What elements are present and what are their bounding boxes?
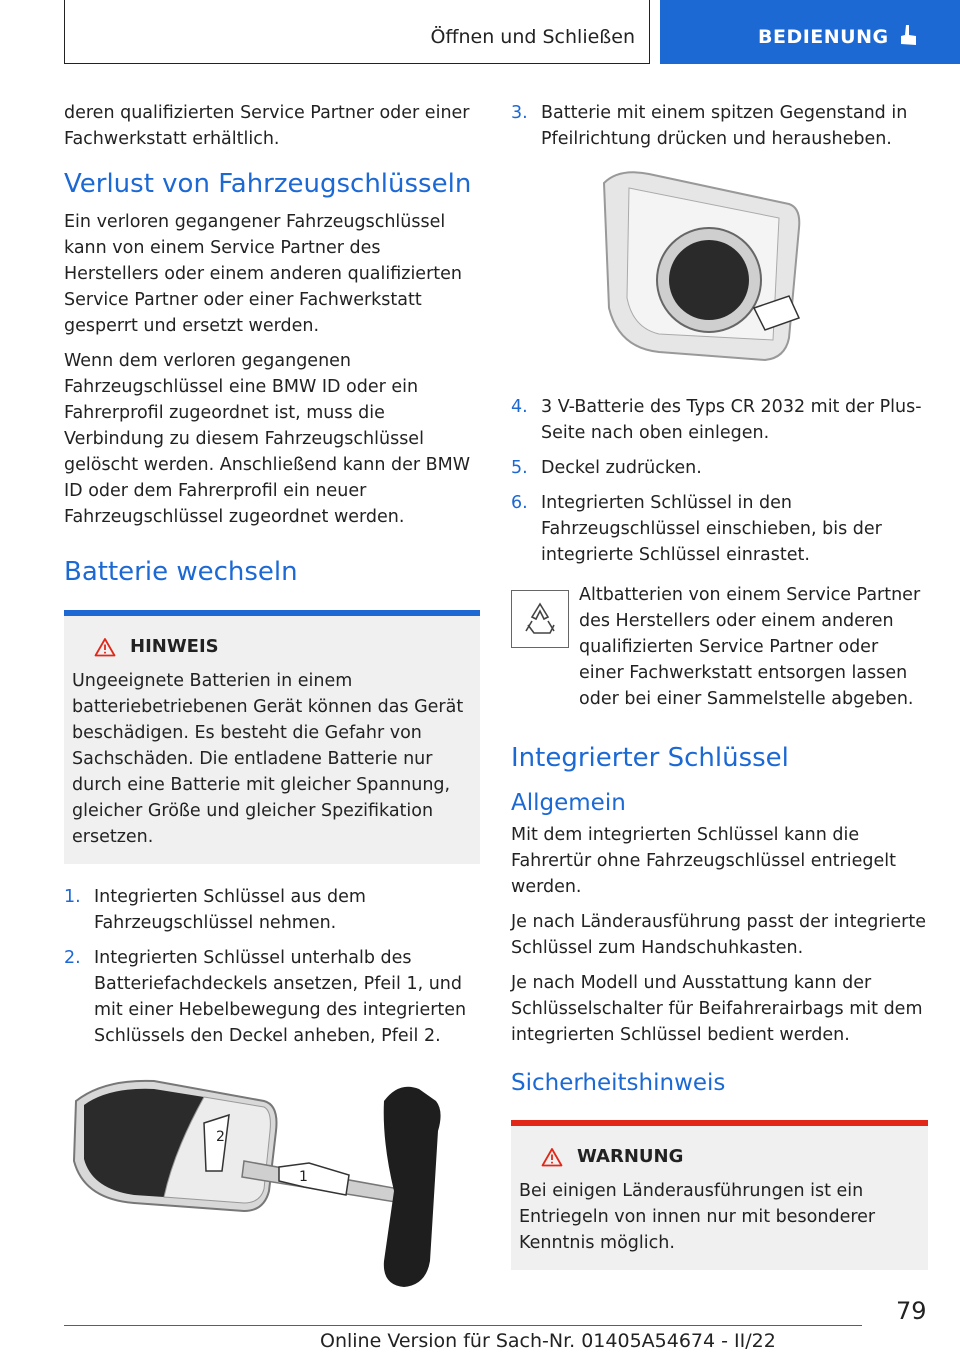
heading-verlust: Verlust von Fahrzeugschlüsseln <box>64 169 472 199</box>
list-item <box>511 455 928 481</box>
arrow-1-icon <box>279 1163 349 1195</box>
heading-sicherheitshinweis: Sicherheitshinweis <box>511 1070 726 1096</box>
warning-text: Bei einigen Länderausführungen ist ein Entriegeln von innen nur mit besonderer Kenntnis möglich. <box>519 1181 876 1253</box>
section-title: Öffnen und Schließen <box>430 26 635 48</box>
list-item <box>64 884 480 936</box>
steps-list <box>511 394 928 568</box>
recycle-note <box>511 582 928 712</box>
list-item <box>511 100 928 152</box>
note-box <box>64 616 480 864</box>
recycle-text: Altbatterien von einem Service Partner des Herstellers oder einem anderen qualifizierten Service Partner oder einer Fachwerkstatt entsorgen lassen oder bei einer Sammelstelle abgeben. <box>579 585 921 709</box>
step-text: Batterie mit einem spitzen Gegenstand in Pfeilrichtung drücken und herausheben. <box>541 103 908 149</box>
note-title: HINWEIS <box>130 636 219 657</box>
chapter-label: BEDIENUNG <box>758 26 889 48</box>
left-column <box>64 100 480 1309</box>
key-illustration <box>64 1071 480 1301</box>
steps-list <box>511 100 928 152</box>
step-text: 3 V-Batterie des Typs CR 2032 mit der Plus-Seite nach oben einlegen. <box>541 397 922 443</box>
arrow1-label: 1 <box>299 1169 308 1185</box>
paragraph: Wenn dem verloren gegangenen Fahrzeugschlüssel eine BMW ID oder ein Fahrerprofil zugeordnet ist, muss die Verbindung zu diesem Fahrzeugschlüssel gelöscht werden. Anschließend kann der BMW ID oder dem Fahrerprofil ein neuer Fahrzeugschlüssel zugeordnet werden. <box>64 351 471 527</box>
steps-list <box>64 884 480 1049</box>
heading-integrierter-schluessel: Integrierter Schlüssel <box>511 743 789 773</box>
step-text: Integrierten Schlüssel in den Fahrzeugschlüssel einschieben, bis der integrierte Schlüssel einrastet. <box>541 493 882 565</box>
paragraph: Je nach Modell und Ausstattung kann der Schlüsselschalter für Beifahrerairbags mit dem integrierten Schlüssel bedient werden. <box>511 973 923 1045</box>
battery-figure <box>589 168 928 376</box>
warning-triangle-icon <box>541 1147 563 1167</box>
heading-allgemein: Allgemein <box>511 790 626 816</box>
paragraph: Mit dem integrierten Schlüssel kann die Fahrertür ohne Fahrzeugschlüssel entriegelt werden. <box>511 825 896 897</box>
chapter-tab[interactable] <box>660 0 960 64</box>
note-text: Ungeeignete Batterien in einem batteriebetriebenen Gerät können das Gerät beschädigen. Es besteht die Gefahr von Sachschäden. Die entladene Batterie nur durch eine Batterie mit gleicher Spannung, gleicher Größe und gleicher Spezifikation ersetzen. <box>72 671 464 847</box>
right-column <box>511 100 928 1290</box>
warning-box <box>511 1126 928 1270</box>
step-text: Deckel zudrücken. <box>541 458 702 478</box>
online-version-text: Online Version für Sach-Nr. 01405A54674 - II/22 <box>320 1330 776 1352</box>
step-number: 1. <box>64 887 81 907</box>
step-number: 4. <box>511 397 528 417</box>
step-text: Integrierten Schlüssel aus dem Fahrzeugschlüssel nehmen. <box>94 887 366 933</box>
battery-illustration <box>589 168 809 368</box>
footer-rule <box>64 1325 862 1326</box>
step-number: 5. <box>511 458 528 478</box>
key-removal-figure <box>64 1071 480 1309</box>
step-number: 6. <box>511 493 528 513</box>
heading-batterie: Batterie wechseln <box>64 557 298 587</box>
paragraph: Ein verloren gegangener Fahrzeugschlüssel kann von einem Service Partner des Herstellers oder einem anderen qualifizierten Service Partner oder einer Fachwerkstatt gesperrt und ersetzt werden. <box>64 212 462 336</box>
step-text: Integrierten Schlüssel unterhalb des Batteriefachdeckels ansetzen, Pfeil 1, und mit einer Hebelbewegung des integrierten Schlüssels den Deckel anheben, Pfeil 2. <box>94 948 467 1046</box>
arrow2-label: 2 <box>216 1129 225 1145</box>
list-item <box>511 490 928 568</box>
warning-triangle-icon <box>94 637 116 657</box>
list-item <box>64 945 480 1049</box>
header-section-box <box>64 0 650 64</box>
list-item <box>511 394 928 446</box>
warning-header <box>541 1144 920 1170</box>
recycle-icon <box>511 590 569 648</box>
paragraph: Je nach Länderausführung passt der integrierte Schlüssel zum Handschuhkasten. <box>511 912 927 958</box>
step-number: 2. <box>64 948 81 968</box>
page-number: 79 <box>896 1297 927 1325</box>
note-header <box>94 634 472 660</box>
step-number: 3. <box>511 103 528 123</box>
intro-text: deren qualifizierten Service Partner oder einer Fachwerkstatt erhältlich. <box>64 103 470 149</box>
hand-pointer-icon <box>898 22 920 48</box>
warning-title: WARNUNG <box>577 1146 684 1167</box>
